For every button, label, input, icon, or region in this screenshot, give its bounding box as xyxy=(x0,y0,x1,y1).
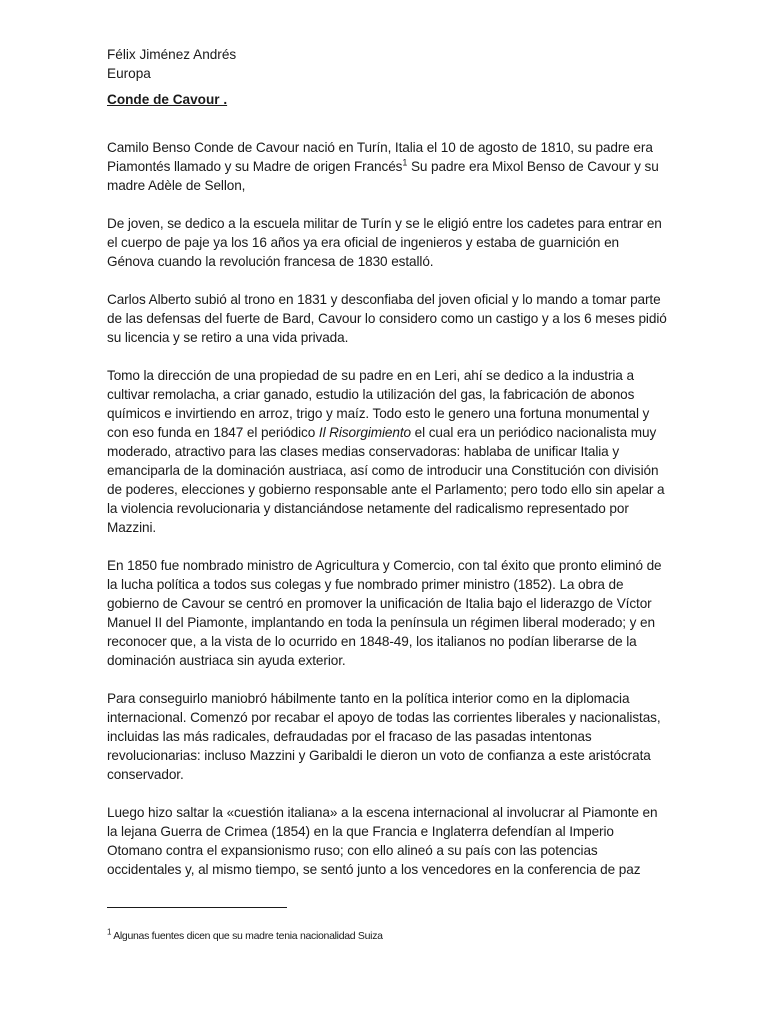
footnote-number: 1 xyxy=(107,927,112,936)
author-name: Félix Jiménez Andrés xyxy=(107,47,237,62)
footnote-reference[interactable]: 1 xyxy=(402,157,408,168)
footnote xyxy=(107,929,667,943)
document-title: Conde de Cavour . xyxy=(107,92,228,107)
paragraph-youth: De joven, se dedico a la escuela militar de Turín y se le eligió entre los cadetes para entrar en el cuerpo de paje ya los 16 años ya era oficial de ingenieros y estaba de guarnición en Génova cuando la revolución francesa de 1830 estalló. xyxy=(107,216,662,269)
paragraph-crimea: Luego hizo saltar la «cuestión italiana» a la escena internacional al involucrar al Piamonte en la lejana Guerra de Crimea (1854) en la que Francia e Inglaterra defendían al Imperio Otomano contra el expansionismo ruso; con ello alineó a su país con las potencias occidentales y, al mismo tiempo, se sentó junto a los vencedores en la conferencia de paz xyxy=(107,805,658,877)
document-body xyxy=(107,45,667,879)
paragraph-risorgimento: Tomo la dirección de una propiedad de su padre en en Leri, ahí se dedico a la industria a cultivar remolacha, a criar ganado, estudio la utilización del gas, la fabricación de abonos químicos e invirtiendo en arroz, trigo y maíz. Todo esto le genero una fortuna monumental y con eso funda en 1847 el periódico Il Risorgimiento el cual era un periódico nacionalista muy moderado, atractivo para las clases medias conservadoras: hablaba de unificar Italia y emanciparla de la dominación austriaca, así como de introducir una Constitución con división de poderes, elecciones y gobierno responsable ante el Parlamento; pero todo ello sin apelar a la violencia revolucionaria y distanciándose netamente del radicalismo representado por Mazzini. xyxy=(107,368,665,535)
paragraph-carlos-alberto: Carlos Alberto subió al trono en 1831 y desconfiaba del joven oficial y lo mando a tomar parte de las defensas del fuerte de Bard, Cavour lo considero como un castigo y a los 6 meses pidió su licencia y se retiro a una vida privada. xyxy=(107,292,667,345)
newspaper-name: Il Risorgimiento xyxy=(318,425,411,440)
paragraph-minister: En 1850 fue nombrado ministro de Agricultura y Comercio, con tal éxito que pronto eliminó de la lucha política a todos sus colegas y fue nombrado primer ministro (1852). La obra de gobierno de Cavour se centró en promover la unificación de Italia bajo el liderazgo de Víctor Manuel II del Piamonte, implantando en toda la península un régimen liberal moderado; y en reconocer que, a la vista de lo ocurrido en 1848-49, los italianos no podían liberarse de la dominación austriaca sin ayuda exterior. xyxy=(107,558,662,668)
paragraph-birth: Camilo Benso Conde de Cavour nació en Turín, Italia el 10 de agosto de 1810, su padre era Piamontés llamado y su Madre de origen Francés$^1$ Su padre era Mixol Benso de Cavour y su madre Adèle de Sellon, xyxy=(107,140,659,193)
course-name: Europa xyxy=(107,66,151,81)
footnote-divider xyxy=(107,907,287,908)
footnote-text: Algunas fuentes dicen que su madre tenia nacionalidad Suiza xyxy=(111,929,383,942)
paragraph-diplomacy: Para conseguirlo maniobró hábilmente tanto en la política interior como en la diplomacia internacional. Comenzó por recabar el apoyo de todas las corrientes liberales y nacionalistas, incluidas las más radicales, defraudadas por el fracaso de las pasadas intentonas revolucionarias: incluso Mazzini y Garibaldi le dieron un voto de confianza a este aristócrata conservador. xyxy=(107,691,661,782)
